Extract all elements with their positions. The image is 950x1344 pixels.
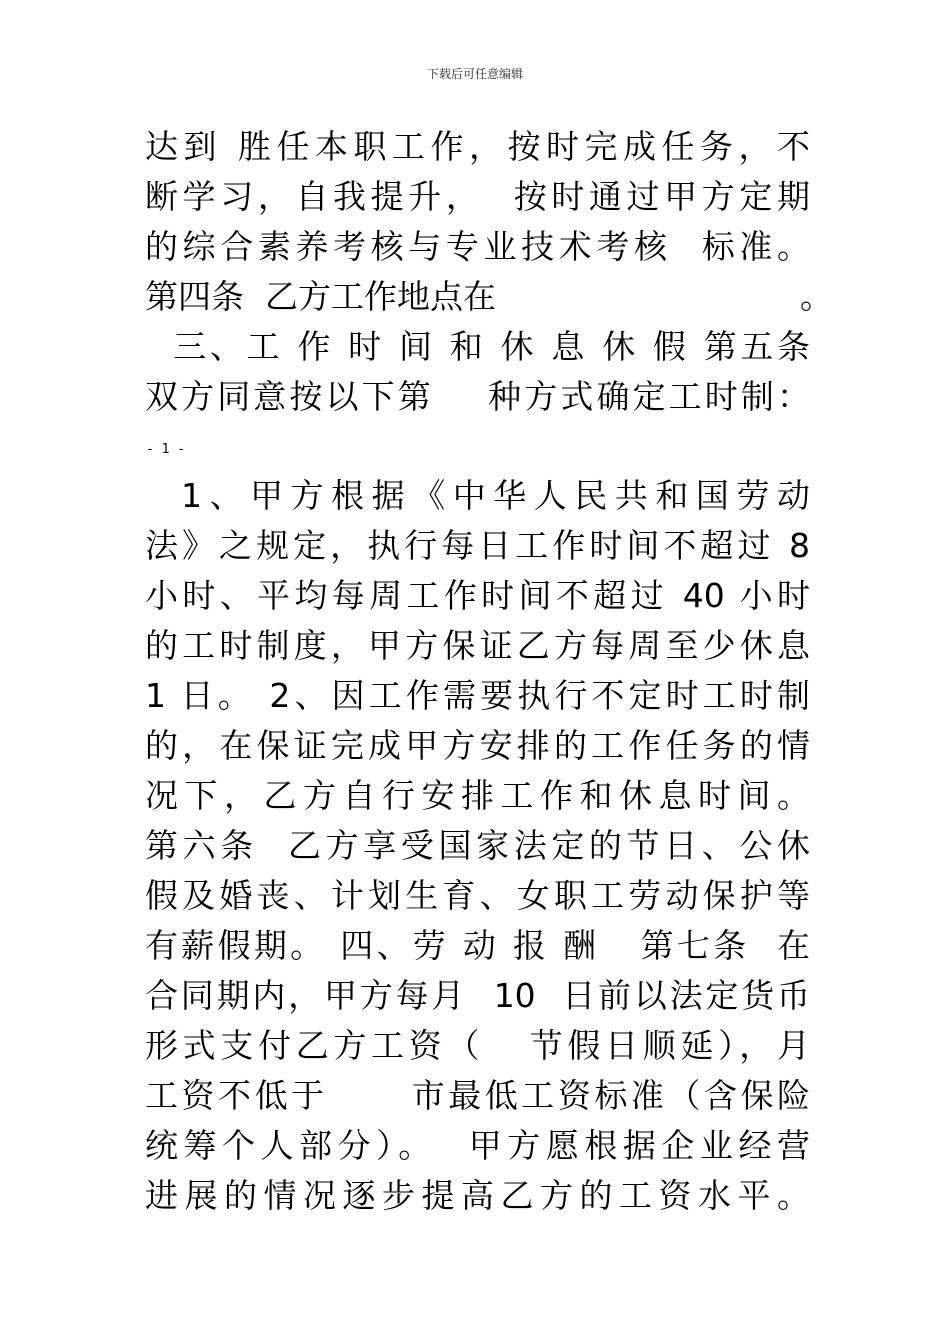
text-line: 假及婚丧、计划生育、女职工劳动保护等 xyxy=(145,876,810,915)
text-line: 的工时制度，甲方保证乙方每周至少休息 xyxy=(145,626,810,665)
text-line: 况下，乙方自行安排工作和休息时间。 xyxy=(145,776,810,815)
text-line: 1 日。 2、因工作需要执行不定时工时制 xyxy=(145,676,810,715)
text-line: 达到 胜任本职工作，按时完成任务，不 xyxy=(145,127,810,166)
page-number: - 1 - xyxy=(146,442,186,457)
text-line: 断学习，自我提升， 按时通过甲方定期 xyxy=(145,177,810,216)
text-line: 小时、平均每周工作时间不超过 40 小时 xyxy=(145,576,810,615)
text-line: 有薪假期。 四、劳 动 报 酬 第七条 在 xyxy=(145,926,810,965)
text-line: 三、工 作 时 间 和 休 息 休 假 第五条 xyxy=(145,327,810,366)
text-line: 的，在保证完成甲方安排的工作任务的情 xyxy=(145,726,810,765)
contract-text-block-2 xyxy=(145,471,810,1221)
text-line: 的综合素养考核与专业技术考核 标准。 xyxy=(145,227,810,266)
text-line: 工资不低于 市最低工资标准（含保险 xyxy=(145,1076,810,1115)
work-location-period: 。 xyxy=(800,277,833,316)
text-line: 进展的情况逐步提高乙方的工资水平。 xyxy=(145,1176,810,1215)
contract-text-block-1 xyxy=(145,122,810,422)
text-line: 法》之规定，执行每日工作时间不超过 8 xyxy=(145,526,810,565)
page-header-note: 下载后可任意编辑 xyxy=(426,67,523,81)
text-line-work-location: 第四条 乙方工作地点在 xyxy=(145,277,496,316)
text-line: 双方同意按以下第 种方式确定工时制： xyxy=(145,377,810,416)
text-line: 统筹个人部分）。 甲方愿根据企业经营 xyxy=(145,1126,810,1165)
text-line: 第六条 乙方享受国家法定的节日、公休 xyxy=(145,826,810,865)
text-line: 合同期内，甲方每月 10 日前以法定货币 xyxy=(145,976,810,1015)
text-line: 形式支付乙方工资（ 节假日顺延），月 xyxy=(145,1026,810,1065)
text-line: 1、甲方根据《中华人民共和国劳动 xyxy=(145,476,810,515)
